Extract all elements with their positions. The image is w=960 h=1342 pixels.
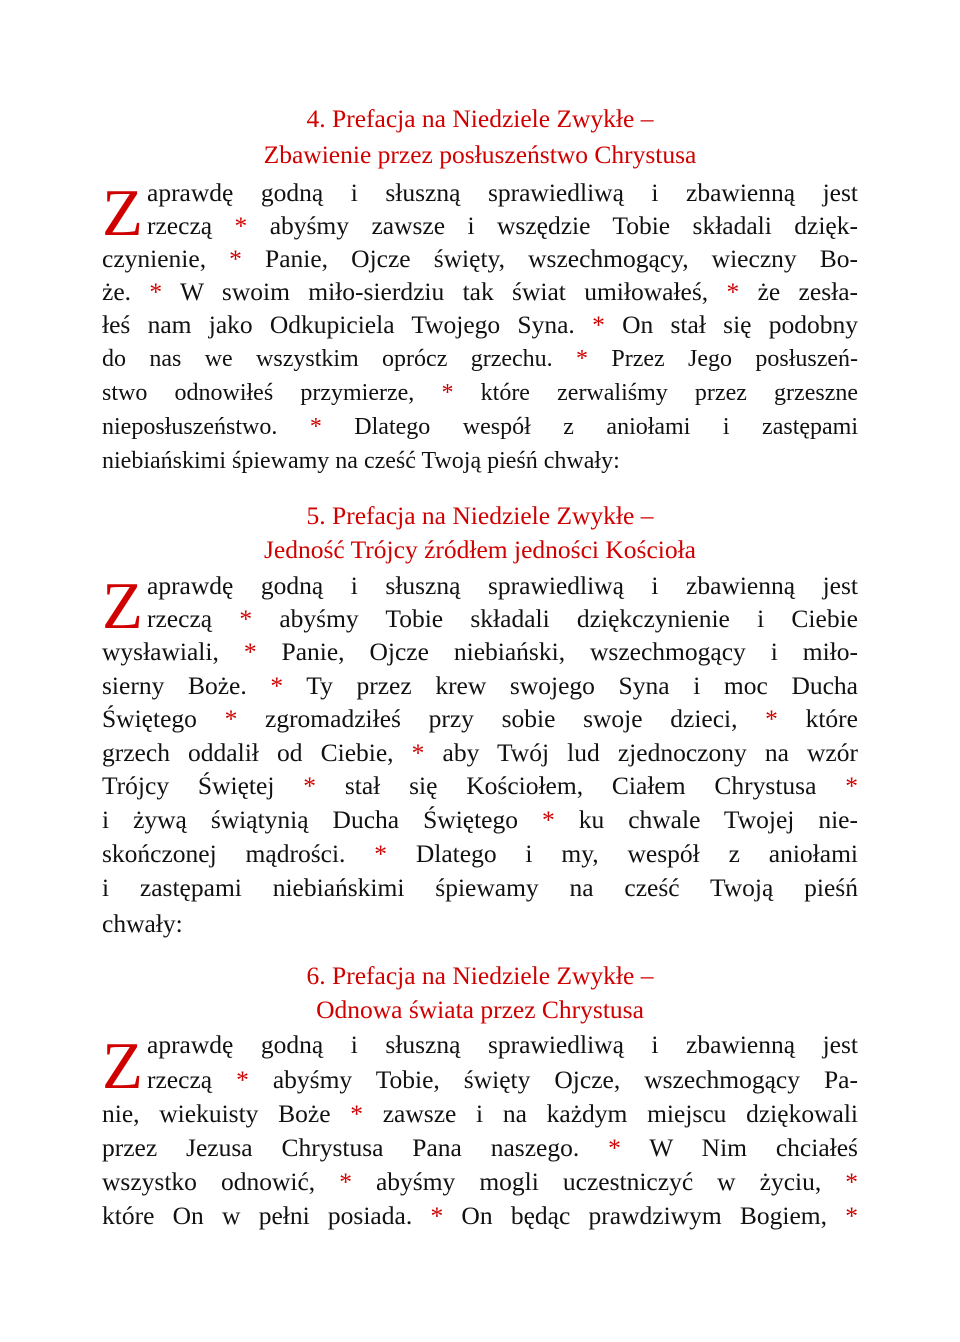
text-line (102, 870, 858, 906)
section-title: 4. Prefacja na Niedziele Zwykłe – (306, 104, 654, 133)
text-run: On będąc prawdziwym Bogiem, (443, 1201, 846, 1230)
text-run: zawsze i na każdym miejscu dziękowali (363, 1099, 858, 1128)
text-run: i żywą świątynią Ducha Świętego (102, 805, 542, 834)
text-run: On stał się podobny (604, 310, 858, 339)
text-run: nie, wiekuisty Boże (102, 1099, 351, 1128)
text-run: przez Jezusa Chrystusa Pana naszego. (102, 1133, 609, 1162)
text-line (102, 836, 858, 872)
section-title: 5. Prefacja na Niedziele Zwykłe – (306, 501, 654, 530)
text-run: abyśmy Tobie składali dziękczynienie i Ciebie (252, 604, 858, 633)
text-run: wysławiali, (102, 637, 244, 666)
asterisk-mark: * (234, 211, 248, 240)
text-line (102, 443, 620, 479)
text-run: aprawdę godną i słuszną sprawiedliwą i zbawienną jest (147, 1030, 858, 1059)
text-line (102, 668, 858, 704)
section-subtitle: Zbawienie przez posłuszeństwo Chrystusa (263, 140, 697, 169)
text-run: aprawdę godną i słuszną sprawiedliwą i zbawienną jest (147, 571, 858, 600)
text-line (147, 1027, 858, 1063)
asterisk-mark: * (592, 310, 605, 339)
text-run: W swoim miło-sierdziu tak świat umiłowałeś, (162, 277, 727, 306)
text-line (102, 307, 858, 343)
text-run: grzech oddalił od Ciebie, (102, 738, 412, 767)
text-run: Dlatego i my, wespół z aniołami (387, 839, 858, 868)
asterisk-mark: * (339, 1167, 352, 1196)
text-run: które (777, 704, 858, 733)
text-run: ku chwale Twojej nie- (554, 805, 858, 834)
text-run: rzeczą (147, 604, 240, 633)
text-line (102, 375, 858, 411)
text-line (102, 1130, 858, 1166)
text-run: które zerwaliśmy przez grzeszne (453, 380, 859, 406)
text-line (102, 409, 858, 445)
asterisk-mark: * (149, 277, 163, 306)
asterisk-mark: * (576, 346, 589, 372)
text-line (102, 274, 858, 310)
asterisk-mark: * (350, 1099, 363, 1128)
drop-cap: Z (102, 176, 143, 250)
text-run: stał się Kościołem, Ciałem Chrystusa (315, 771, 846, 800)
text-line (102, 1096, 858, 1132)
text-run: aby Twój lud zjednoczony na wzór (424, 738, 858, 767)
section-subtitle: Odnowa świata przez Chrystusa (316, 995, 644, 1024)
text-line (102, 1198, 858, 1234)
text-run: Dlatego wespół z aniołami i zastępami (321, 414, 859, 440)
text-run: aprawdę godną i słuszną sprawiedliwą i zbawienną jest (147, 178, 858, 207)
text-line (102, 241, 858, 277)
asterisk-mark: * (845, 771, 858, 800)
text-line (102, 701, 858, 737)
text-run: że zesła- (739, 277, 859, 306)
text-run: chwały: (102, 909, 183, 938)
text-run: Ty przez krew swojego Syna i moc Ducha (283, 671, 858, 700)
text-run: skończonej mądrości. (102, 839, 375, 868)
text-run: zgromadziłeś przy sobie swoje dzieci, (237, 704, 766, 733)
text-line (147, 208, 858, 244)
asterisk-mark: * (608, 1133, 621, 1162)
asterisk-mark: * (224, 704, 238, 733)
text-line (102, 1164, 858, 1200)
text-run: Panie, Ojcze święty, wszechmogący, wieczny Bo- (241, 244, 858, 273)
text-line (102, 906, 183, 942)
asterisk-mark: * (845, 1201, 859, 1230)
text-run: Trójcy Świętej (102, 771, 304, 800)
text-run: do nas we wszystkim oprócz grzechu. (102, 346, 577, 372)
text-run: abyśmy zawsze i wszędzie Tobie składali dzięk- (247, 211, 858, 240)
text-line (102, 802, 858, 838)
text-line (102, 735, 858, 771)
drop-cap: Z (102, 1029, 143, 1103)
asterisk-mark: * (270, 671, 284, 700)
text-line (147, 601, 858, 637)
asterisk-mark: * (239, 604, 253, 633)
section-subtitle: Jedność Trójcy źródłem jedności Kościoła (263, 535, 697, 564)
text-run: abyśmy Tobie, święty Ojcze, wszechmogący Pa- (248, 1065, 858, 1094)
text-run: W Nim chciałeś (620, 1133, 858, 1162)
text-run: Panie, Ojcze niebiański, wszechmogący i miło- (256, 637, 858, 666)
text-line (102, 341, 858, 377)
text-line (102, 634, 858, 670)
section-title: 6. Prefacja na Niedziele Zwykłe – (306, 961, 654, 990)
text-run: rzeczą (147, 1065, 237, 1094)
text-run: Przez Jego posłuszeń- (588, 346, 859, 372)
text-line (147, 1062, 858, 1098)
text-run: łeś nam jako Odkupiciela Twojego Syna. (102, 310, 593, 339)
asterisk-mark: * (243, 637, 257, 666)
asterisk-mark: * (236, 1065, 249, 1094)
asterisk-mark: * (541, 805, 555, 834)
asterisk-mark: * (303, 771, 316, 800)
text-run: stwo odnowiłeś przymierze, (102, 380, 442, 406)
asterisk-mark: * (430, 1201, 444, 1230)
text-run: Świętego (102, 704, 225, 733)
text-run: nieposłuszeństwo. (102, 414, 310, 440)
text-run: sierny Boże. (102, 671, 271, 700)
asterisk-mark: * (765, 704, 778, 733)
asterisk-mark: * (229, 244, 242, 273)
asterisk-mark: * (374, 839, 388, 868)
text-run: rzeczą (147, 211, 235, 240)
asterisk-mark: * (411, 738, 425, 767)
text-run: że. (102, 277, 150, 306)
drop-cap: Z (102, 569, 143, 643)
text-line (102, 768, 858, 804)
asterisk-mark: * (726, 277, 740, 306)
text-line (147, 568, 858, 604)
text-run: wszystko odnowić, (102, 1167, 340, 1196)
asterisk-mark: * (845, 1167, 859, 1196)
asterisk-mark: * (441, 380, 454, 406)
text-run: i zastępami niebiańskimi śpiewamy na cześć Twoją pieśń (102, 873, 858, 902)
asterisk-mark: * (309, 414, 322, 440)
text-run: abyśmy mogli uczestniczyć w życiu, (351, 1167, 846, 1196)
text-run: czynienie, (102, 244, 230, 273)
text-run: które On w pełni posiada. (102, 1201, 431, 1230)
text-run: niebiańskimi śpiewamy na cześć Twoją pieśń chwały: (102, 448, 620, 474)
text-line (147, 175, 858, 211)
